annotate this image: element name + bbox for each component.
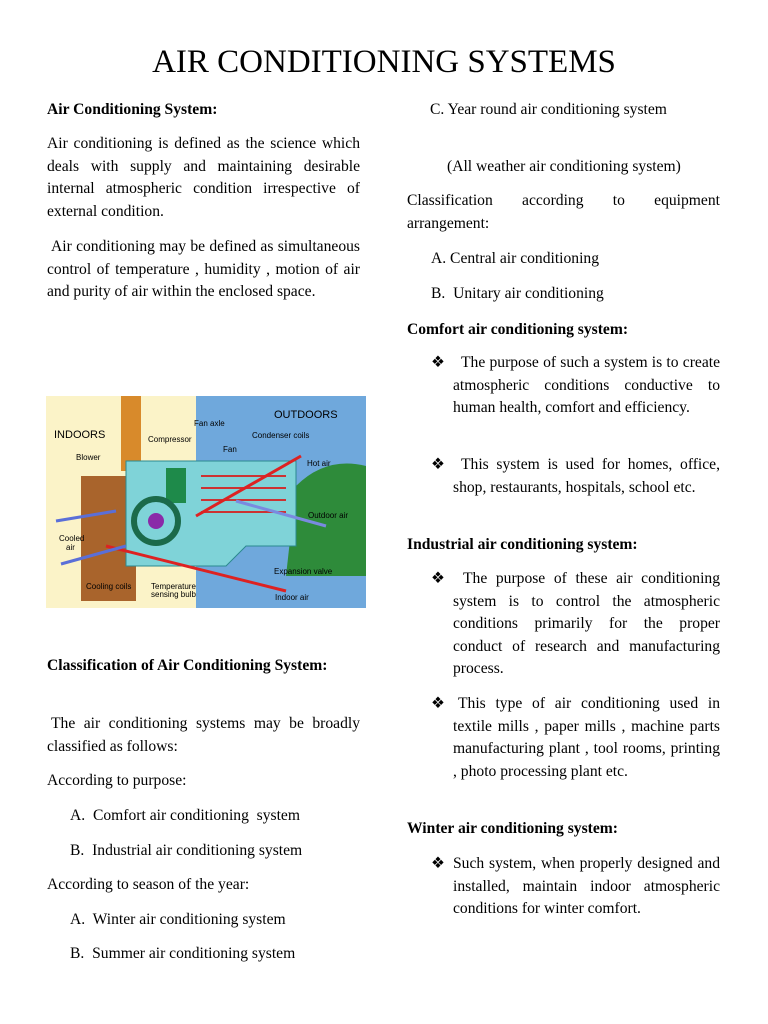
label-cooling-coils: Cooling coils xyxy=(86,582,132,591)
label-indoors: INDOORS xyxy=(54,429,106,441)
heading-industrial: Industrial air conditioning system: xyxy=(407,536,638,553)
all-weather-note: (All weather air conditioning system) xyxy=(447,158,681,175)
classification-intro: The air conditioning systems may be broadly classified as follows: xyxy=(47,715,360,755)
heading-classification: Classification of Air Conditioning System: xyxy=(47,657,328,674)
bullet-text: This system is used for homes, office, shop, restaurants, hospitals, school etc. xyxy=(453,456,720,496)
according-to-purpose: According to purpose: xyxy=(47,772,187,789)
label-hot-air: Hot air xyxy=(307,459,331,468)
season-item-c: C. Year round air conditioning system xyxy=(430,101,667,118)
label-air: air xyxy=(66,543,75,552)
label-compressor: Compressor xyxy=(148,435,192,444)
according-to-season: According to season of the year: xyxy=(47,876,250,893)
label-outdoors: OUTDOORS xyxy=(274,409,338,421)
diamond-bullet-icon: ❖ xyxy=(431,695,445,712)
bullet-text: Such system, when properly designed and installed, maintain indoor atmospheric conditions for winter comfort. xyxy=(453,855,720,918)
heading-ac-system: Air Conditioning System: xyxy=(47,101,218,118)
equipment-item-a: A. Central air conditioning xyxy=(431,250,600,267)
definition-paragraph-2: Air conditioning may be defined as simultaneous control of temperature , humidity , motion of air and purity of air within the enclosed space. xyxy=(47,238,360,301)
diamond-bullet-icon: ❖ xyxy=(431,570,445,587)
label-cooled: Cooled xyxy=(59,534,85,543)
label-condenser: Condenser coils xyxy=(252,431,310,440)
equipment-item-b: B. Unitary air conditioning xyxy=(431,285,604,302)
label-sensing-bulb: sensing bulb xyxy=(151,590,196,599)
label-fan: Fan xyxy=(223,445,237,454)
heading-comfort: Comfort air conditioning system: xyxy=(407,321,629,338)
bullet-text: This type of air conditioning used in textile mills , paper mills , machine parts manufacturing plant , tool rooms, printing , photo processing plant etc. xyxy=(453,695,720,780)
equipment-classification: Classification according to equipment arrangement: xyxy=(407,192,720,232)
label-indoor-air: Indoor air xyxy=(275,593,309,602)
diamond-bullet-icon: ❖ xyxy=(431,855,445,872)
label-fan-axle: Fan axle xyxy=(194,419,225,428)
bullet-text: The purpose of these air conditioning system is to control the atmospheric conditions primarily for the proper conduct of research and manufacturing process. xyxy=(453,570,720,678)
season-item-b: B. Summer air conditioning system xyxy=(70,945,296,962)
label-expansion-valve: Expansion valve xyxy=(274,567,333,576)
purpose-item-a: A. Comfort air conditioning system xyxy=(70,807,300,824)
ac-system-diagram xyxy=(46,396,366,608)
label-blower: Blower xyxy=(76,453,101,462)
bullet-text: The purpose of such a system is to create atmospheric conditions conductive to human health, comfort and efficiency. xyxy=(453,354,720,417)
diamond-bullet-icon: ❖ xyxy=(431,456,445,473)
label-temperature: Temperature xyxy=(151,582,196,591)
diamond-bullet-icon: ❖ xyxy=(431,354,445,371)
label-outdoor-air: Outdoor air xyxy=(308,511,349,520)
purpose-item-b: B. Industrial air conditioning system xyxy=(70,842,303,859)
page-title: AIR CONDITIONING SYSTEMS xyxy=(152,44,616,80)
definition-paragraph: Air conditioning is defined as the science which deals with supply and maintaining desirable internal atmospheric condition irrespective of external condition. xyxy=(47,135,360,220)
heading-winter: Winter air conditioning system: xyxy=(407,820,618,837)
season-item-a: A. Winter air conditioning system xyxy=(70,911,286,928)
